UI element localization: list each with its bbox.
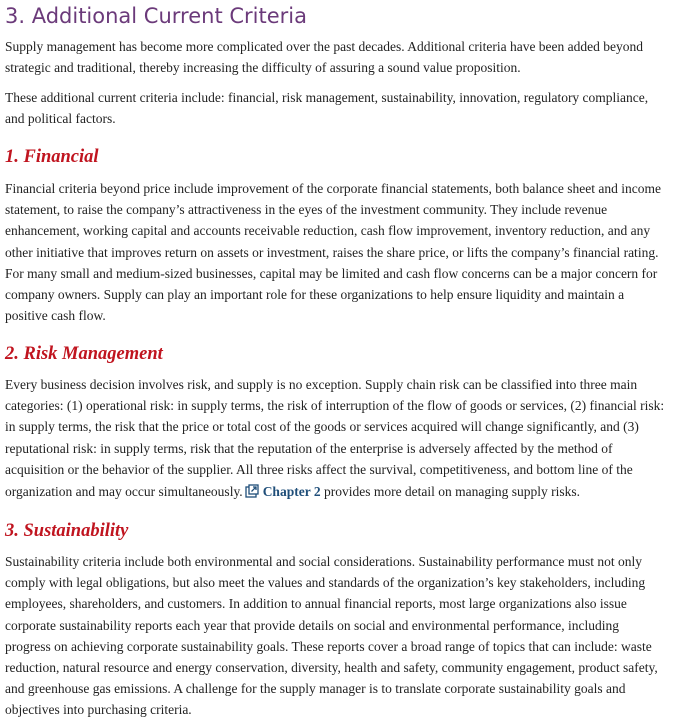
heading-sustainability: 3. Sustainability [5, 521, 129, 541]
section-title: 3. Additional Current Criteria [5, 4, 307, 28]
text-line: company owners. Supply can play an important role for these organizations to help ensure liquidity and maintain a [5, 287, 625, 303]
text-line: acquisition or the behavior of the supplier. All three risks affect the survival, competitiveness, and bottom line of the [5, 461, 633, 477]
text-line: statement, to raise the company’s attractiveness in the eyes of the investment community. They include revenue [5, 202, 608, 218]
text-line: Sustainability criteria include both environmental and social considerations. Sustainability performance must not only [5, 554, 642, 569]
text-line: For many small and medium-sized businesses, capital may be limited and cash flow concerns can be a major concern for [5, 265, 658, 281]
risk-text-before-link: organization and may occur simultaneously. [5, 484, 243, 500]
text-line: corporate sustainability reports each year that provide details on social and environmental performance, including [5, 617, 620, 633]
heading-financial: 1. Financial [5, 147, 99, 167]
text-line: and greenhouse gas emissions. A challenge for the supply manager is to translate corporate sustainability goals and [5, 681, 626, 697]
chapter-2-link[interactable]: Chapter 2 [262, 484, 321, 500]
text-line: positive cash flow. [5, 308, 106, 324]
text-line: and political factors. [5, 111, 116, 127]
external-link-icon[interactable] [245, 484, 259, 498]
text-line: in supply terms, the risk that the price or total cost of the goods or services acquired will change significantly, and (3) [5, 419, 639, 435]
text-line: employees, shareholders, and customers. In addition to annual financial reports, most large organizations also issue [5, 596, 627, 612]
text-line: Financial criteria beyond price include improvement of the corporate financial statements, both balance sheet and income [5, 181, 661, 196]
intro-paragraph-1 [5, 36, 696, 78]
sustainability-paragraph [5, 551, 696, 718]
text-line: other initiative that improves return on assets or investment, raises the share price, or lifts the company’s financial rating. [5, 244, 659, 260]
text-line [5, 480, 696, 504]
text-line: reduction, natural resource and energy conservation, diversity, health and safety, community engagement, product safety, [5, 660, 658, 676]
text-line: categories: (1) operational risk: in supply terms, the risk of interruption of the flow of goods or services, (2) financial risk: [5, 398, 665, 414]
text-line: strategic and traditional, thereby increasing the difficulty of assuring a sound value proposition. [5, 60, 521, 76]
financial-paragraph [5, 178, 696, 326]
text-line: reputational risk: in supply terms, risk that the reputation of the enterprise is adversely affected by the method of [5, 440, 613, 456]
text-line: progress on achieving corporate sustainability goals. These reports cover a broad range of topics that can include: waste [5, 638, 652, 654]
risk-text-after-link: provides more detail on managing supply risks. [323, 484, 581, 500]
text-line: Every business decision involves risk, and supply is no exception. Supply chain risk can be classified into three main [5, 377, 638, 392]
text-line: comply with legal obligations, but also meet the values and standards of the organization’s key stakeholders, including [5, 575, 646, 591]
text-line: Supply management has become more complicated over the past decades. Additional criteria have been added beyond [5, 39, 644, 54]
text-line: These additional current criteria include: financial, risk management, sustainability, innovation, regulatory compliance, [5, 90, 649, 105]
text-line: objectives into purchasing criteria. [5, 702, 192, 718]
risk-paragraph [5, 374, 696, 504]
intro-paragraph-2 [5, 87, 696, 129]
text-line: enhancement, working capital and accounts receivable reduction, cash flow improvement, inventory reduction, and any [5, 223, 651, 239]
heading-risk-management: 2. Risk Management [5, 344, 163, 364]
